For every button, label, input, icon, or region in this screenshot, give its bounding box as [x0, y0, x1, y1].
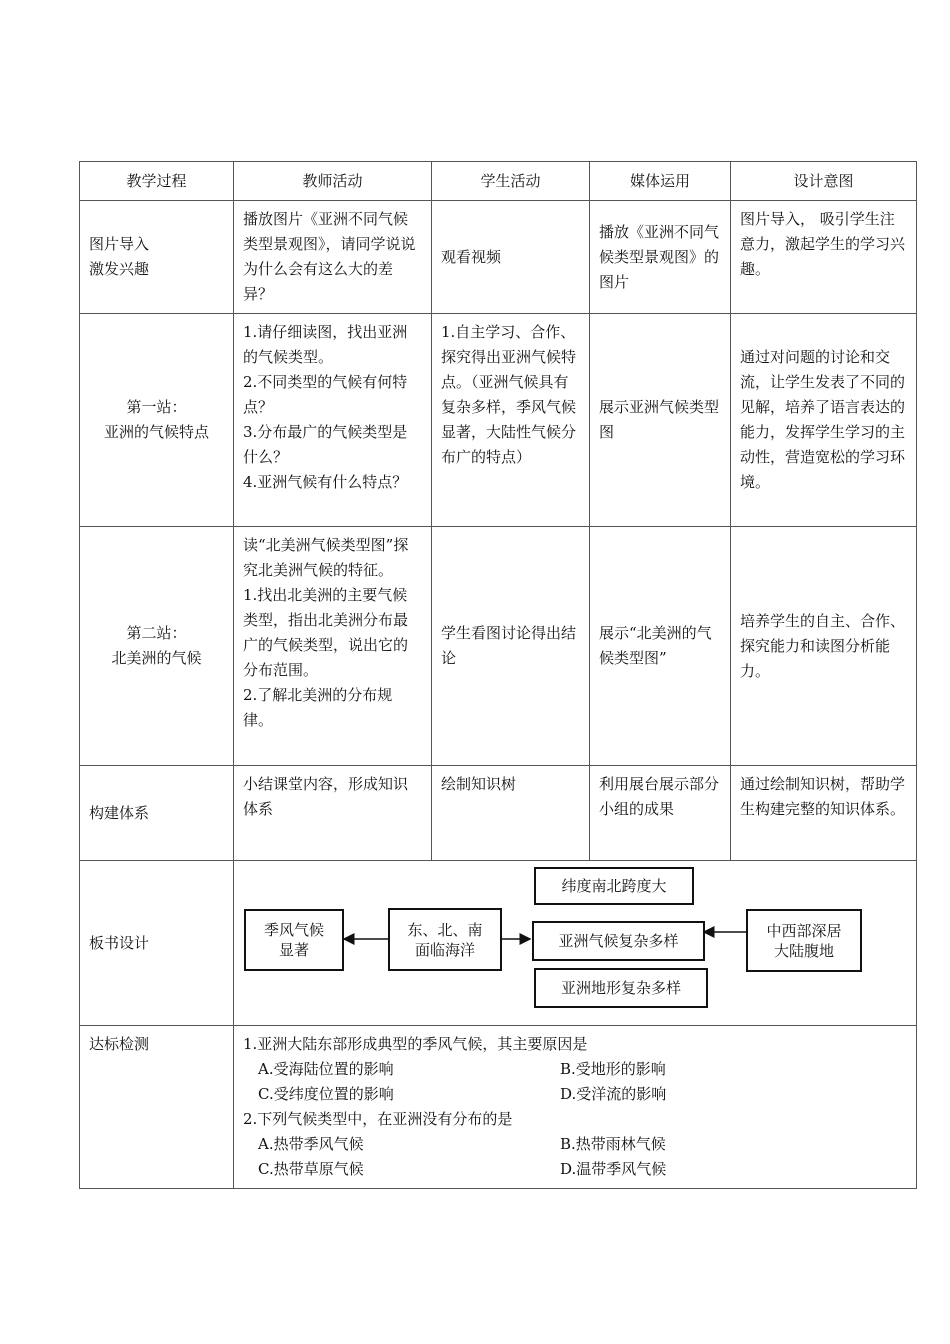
quiz-option: D.受洋流的影响 [560, 1085, 667, 1103]
student-activity-cell: 绘制知识树 [432, 766, 590, 861]
stage-cell: 板书设计 [80, 861, 234, 1026]
stage-cell: 图片导入 激发兴趣 [80, 201, 234, 314]
table-row [80, 201, 917, 314]
intent-cell: 通过绘制知识树，帮助学生构建完整的知识体系。 [731, 766, 917, 861]
student-activity-cell: 观看视频 [432, 201, 590, 314]
quiz-option: A.热带季风气候 [258, 1135, 364, 1153]
header-student: 学生活动 [432, 162, 590, 201]
media-cell: 利用展台展示部分小组的成果 [590, 766, 731, 861]
quiz-option: C.受纬度位置的影响 [258, 1085, 394, 1103]
header-teacher: 教师活动 [234, 162, 432, 201]
teacher-activity-cell: 读“北美洲气候类型图”探究北美洲气候的特征。 1.找出北美洲的主要气候类型，指出北美洲分布最广的气候类型，说出它的分布范围。 2.了解北美洲的分布规律。 [234, 527, 432, 766]
quiz-options-row [243, 1157, 907, 1182]
board-diagram [234, 861, 916, 1019]
box-monsoon: 季风气候 显著 [244, 909, 344, 971]
quiz-options-row [243, 1057, 907, 1082]
intent-cell: 培养学生的自主、合作、探究能力和读图分析能力。 [731, 527, 917, 766]
table-row [80, 766, 917, 861]
box-inland: 中西部深居 大陆腹地 [746, 909, 862, 972]
quiz-option: B.受地形的影响 [560, 1060, 666, 1078]
media-cell: 展示亚洲气候类型图 [590, 314, 731, 527]
box-terrain: 亚洲地形复杂多样 [534, 968, 708, 1008]
stage-cell: 构建体系 [80, 766, 234, 861]
intent-cell: 通过对问题的讨论和交流，让学生发表了不同的见解，培养了语言表达的能力，发挥学生学习的主动性，营造宽松的学习环境。 [731, 314, 917, 527]
box-sea: 东、北、南 面临海洋 [388, 908, 502, 971]
header-stage: 教学过程 [80, 162, 234, 201]
quiz-question-1: 1.亚洲大陆东部形成典型的季风气候，其主要原因是 [243, 1035, 588, 1053]
table-row [80, 314, 917, 527]
stage-cell: 第二站： 北美洲的气候 [80, 527, 234, 766]
intent-cell: 图片导入， 吸引学生注意力，激起学生的学习兴趣。 [731, 201, 917, 314]
quiz-option: A.受海陆位置的影响 [258, 1060, 394, 1078]
teacher-activity-cell: 1.请仔细读图，找出亚洲的气候类型。 2.不同类型的气候有何特点？ 3.分布最广的气候类型是什么？ 4.亚洲气候有什么特点？ [234, 314, 432, 527]
quiz-row [80, 1026, 917, 1189]
student-activity-cell: 1.自主学习、合作、探究得出亚洲气候特点。（亚洲气候具有复杂多样，季风气候显著，大陆性气候分布广的特点） [432, 314, 590, 527]
board-design-row [80, 861, 917, 1026]
lesson-plan-table [79, 161, 917, 1189]
quiz-options-row [243, 1132, 907, 1157]
student-activity-cell: 学生看图讨论得出结论 [432, 527, 590, 766]
quiz-cell [234, 1026, 917, 1189]
box-climate: 亚洲气候复杂多样 [532, 921, 705, 961]
board-design-cell [234, 861, 917, 1026]
header-media: 媒体运用 [590, 162, 731, 201]
stage-cell: 达标检测 [80, 1026, 234, 1189]
box-latitude: 纬度南北跨度大 [534, 867, 694, 905]
quiz-options-row [243, 1082, 907, 1107]
stage-cell: 第一站： 亚洲的气候特点 [80, 314, 234, 527]
table-row [80, 527, 917, 766]
header-intent: 设计意图 [731, 162, 917, 201]
quiz-option: D.温带季风气候 [560, 1160, 667, 1178]
quiz-option: B.热带雨林气候 [560, 1135, 666, 1153]
header-row [80, 162, 917, 201]
quiz-option: C.热带草原气候 [258, 1160, 364, 1178]
teacher-activity-cell: 小结课堂内容，形成知识体系 [234, 766, 432, 861]
teacher-activity-cell: 播放图片《亚洲不同气候类型景观图》，请同学说说为什么会有这么大的差异？ [234, 201, 432, 314]
media-cell: 展示“北美洲的气候类型图” [590, 527, 731, 766]
media-cell: 播放《亚洲不同气候类型景观图》的图片 [590, 201, 731, 314]
quiz-question-2: 2.下列气候类型中，在亚洲没有分布的是 [243, 1110, 513, 1128]
